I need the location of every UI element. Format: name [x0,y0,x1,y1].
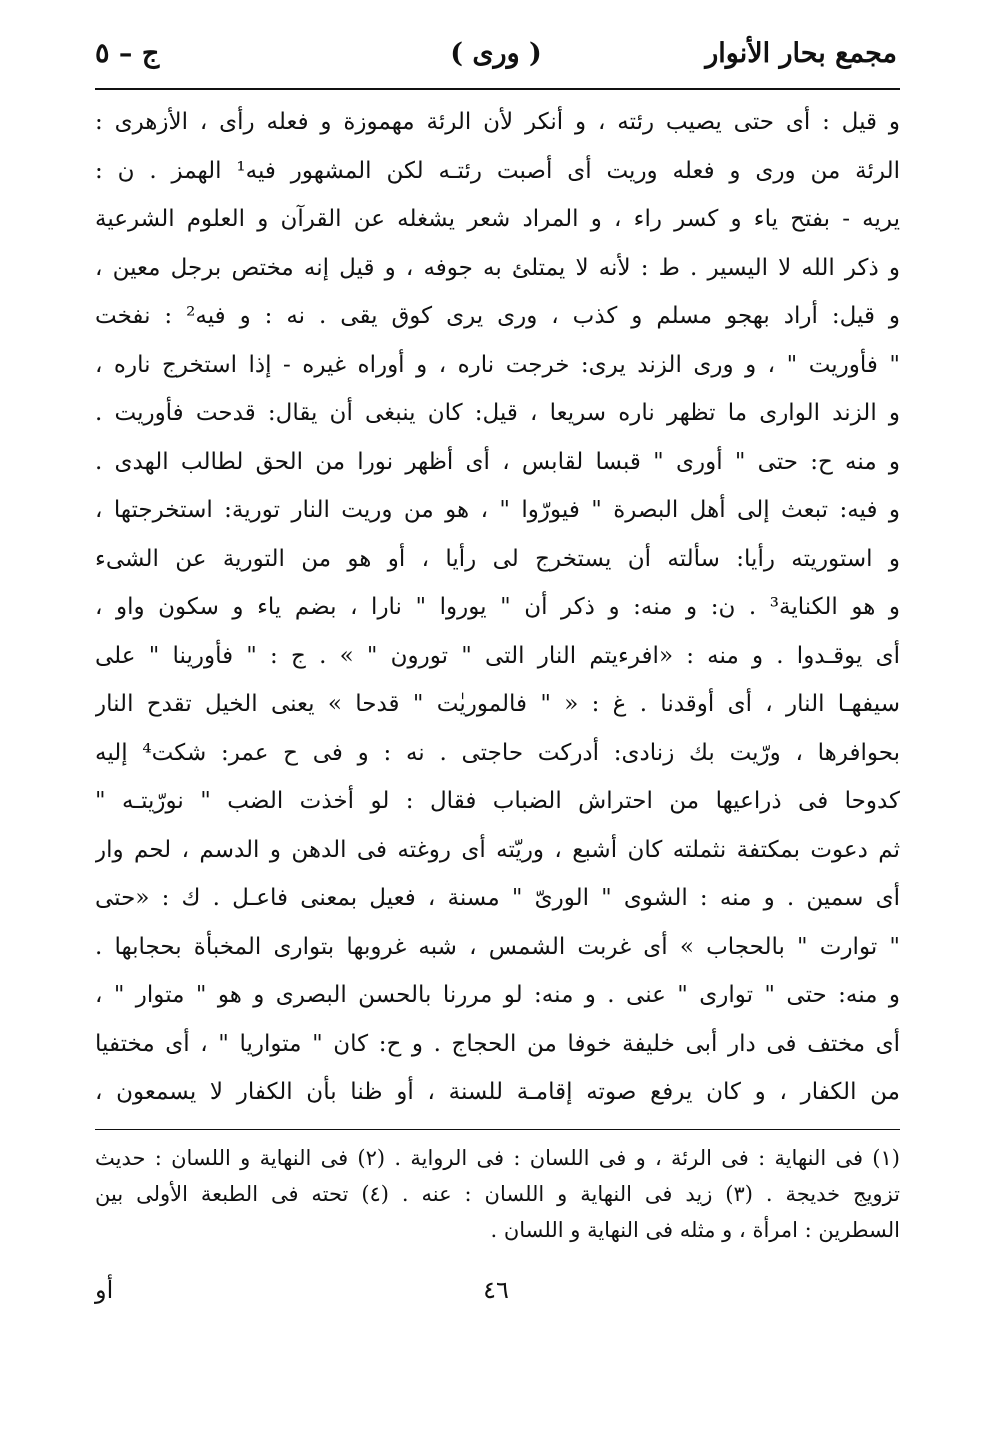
footnotes [95,1140,900,1248]
text-line: و هو الكناية³ . ن: و منه: و ذكر أن " يوروا " نارا ، بضم ياء و سكون واو ، [95,594,900,620]
footnote-line: (١) فى النهاية : فى الرئة ، و فى اللسان : فى الرواية . (٢) فى النهاية و اللسان : حديث [95,1146,900,1170]
text-line: ثم دعوت بمكتفة نثملته كان أشبع ، وريّته أى روغته فى الدهن و الدسم ، لحم وار [95,836,900,863]
main-text [95,98,900,1117]
text-line: أى سمين . و منه : الشوى " الورىّ " مسنة ، فعيل بمعنى فاعـل . ك : «حتى [95,885,900,911]
text-line: بحوافرها ، ورّيت بك زنادى: أدركت حاجتى . نه : و فى ح عمر: شكت⁴ إليه [95,739,900,766]
running-header [95,30,897,76]
text-line: " فأوريت " ، و ورى الزند يرى: خرجت ناره ، و أوراه غيره - إذا استخرج ناره ، [95,351,900,378]
text-line: و استوريته رأيا: سألته أن يستخرج لى رأيا ، أو هو من التورية عن الشىء [95,545,900,572]
text-line: " توارت " بالحجاب » أى غربت الشمس ، شبه غروبها بتوارى المخبأة بحجابها . [95,933,900,960]
footnote-rule [95,1129,900,1130]
text-line: و منه: حتى " توارى " عنى . و منه: لو مررنا بالحسن البصرى و هو " متوار " ، [95,982,900,1008]
page-number: ٤٦ [483,1276,509,1304]
text-line: أى يوقـدوا . و منه : «افرءيتم النار التى " تورون " » . ج : " فأورينا " على [95,642,900,669]
text-line: الرئة من ورى و فعله وريت أى أصبت رئتـه لكن المشهور فيه¹ الهمز . ن : [95,157,900,184]
footnote-line: السطرين : امرأة ، و مثله فى النهاية و اللسان . [490,1218,900,1242]
text-line: كدوحا فى ذراعيها من احتراش الضباب فقال : لو أخذت الضب " نورّيتـه " [95,788,900,814]
text-line: أى مختف فى دار أبى خليفة خوفا من الحجاج . و ح: كان " متواريا " ، أى مختفيا [95,1030,900,1057]
text-line: سيفهـا النار ، أى أوقدنا . غ : « " فالموريٰت " قدحا » يعنى الخيل تقدح النار [95,691,900,717]
footnote-line: تزويج خديجة . (٣) زيد فى النهاية و اللسان : عنه . (٤) تحته فى الطبعة الأولى بين [95,1182,900,1206]
text-line: و قيل : أى حتى يصيب رئته ، و أنكر لأن الرئة مهموزة و فعله رأى ، الأزهرى : [95,109,900,135]
text-line: و الزند الوارى ما تظهر ناره سريعا ، قيل: كان ينبغى أن يقال: قدحت فأوريت . [95,400,900,426]
catchword: أو [95,1276,114,1304]
book-title: مجمع بحار الأنوار [705,37,897,69]
root-word: ( ورى ) [450,37,542,69]
text-line: و ذكر الله لا اليسير . ط : لأنه لا يمتلئ به جوفه ، و قيل إنه مختص برجل معين ، [95,254,900,281]
volume-label: ج – ٥ [95,37,160,69]
text-line: من الكفار ، و كان يرفع صوته إقامـة للسنة ، أو ظنا بأن الكفار لا يسمعون ، [95,1079,900,1105]
text-line: و قيل: أراد بهجو مسلم و كذب ، ورى يرى كوق يقى . نه : و فيه² : نفخت [95,303,900,329]
text-line: يريه - بفتح ياء و كسر راء ، و المراد شعر يشغله عن القرآن و العلوم الشرعية [95,206,900,232]
text-line: و فيه: تبعث إلى أهل البصرة " فيورّوا " ، هو من وريت النار تورية: استخرجتها ، [95,497,900,523]
text-line: و منه ح: حتى " أورى " قبسا لقابس ، أى أظهر نورا من الحق لطالب الهدى . [95,448,900,475]
header-rule [95,88,900,90]
